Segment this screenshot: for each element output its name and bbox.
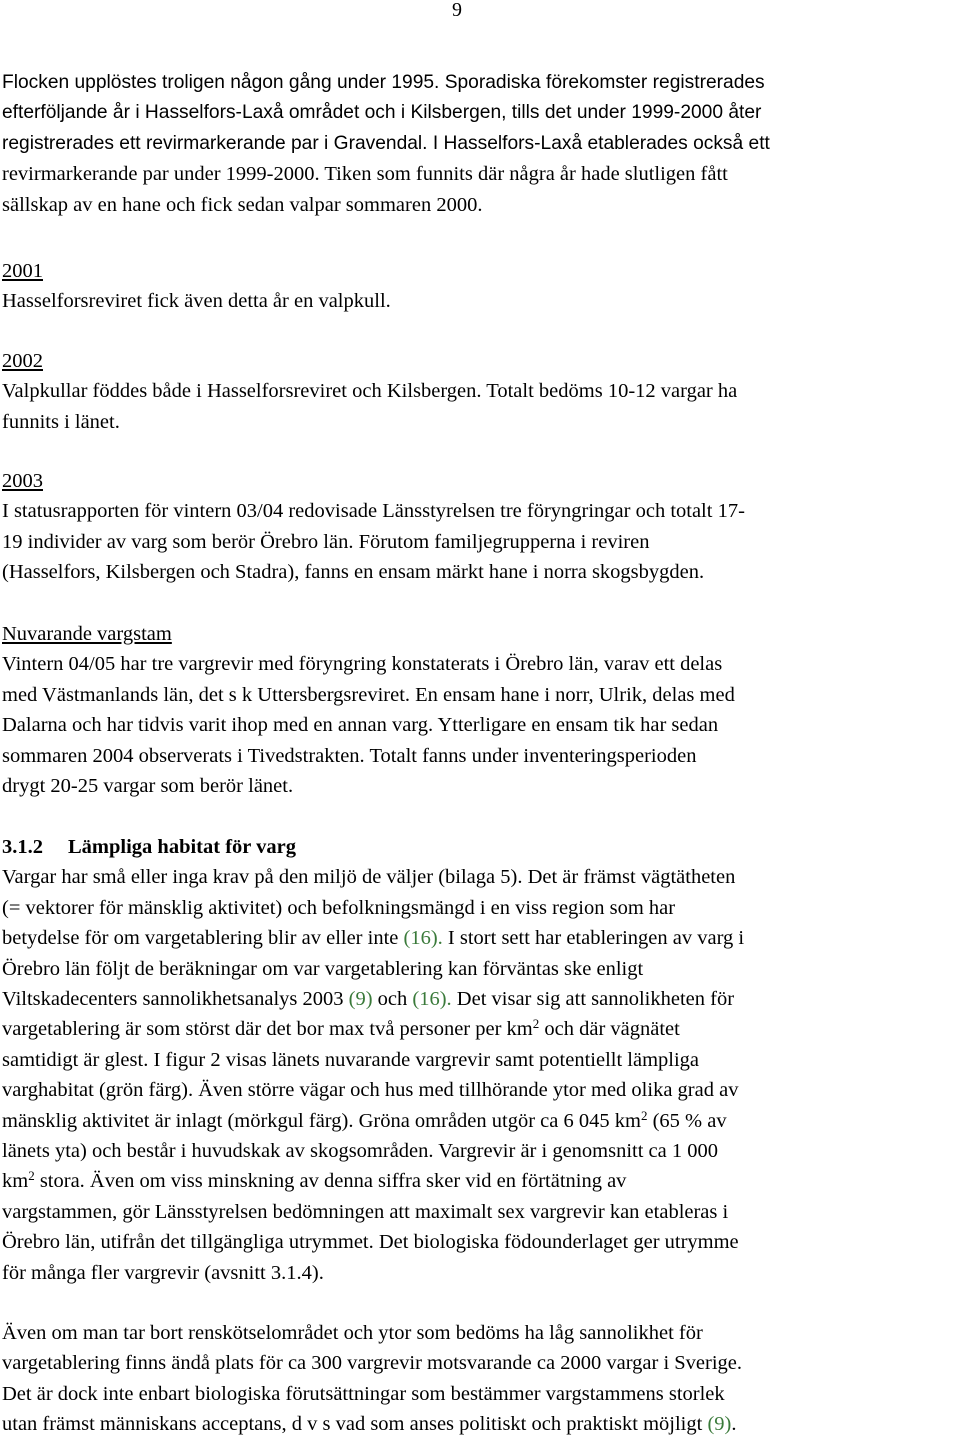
text-line: (Hasselfors, Kilsbergen och Stadra), fanns en ensam märkt hane i norra skogsbygden.	[2, 561, 705, 584]
section-heading: 2002	[2, 350, 43, 372]
text-line: 19 individer av varg som berör Örebro län. Förutom familjegrupperna i reviren	[2, 530, 650, 553]
subsection-number: 3.1.2	[2, 836, 43, 858]
text-line	[2, 1014, 958, 1044]
text-run: km	[2, 1170, 29, 1193]
text-line: Vargar har små eller inga krav på den miljö de väljer (bilaga 5). Det är främst vägtätheten	[2, 866, 736, 889]
section-heading: 2003	[2, 470, 43, 492]
text-line	[2, 984, 958, 1014]
text-line: Flocken upplöstes troligen någon gång under 1995. Sporadiska förekomster registrerades	[2, 72, 765, 93]
text-line: sällskap av en hane och fick sedan valpar sommaren 2000.	[2, 193, 483, 216]
text-run: Det visar sig att sannolikheten för	[451, 988, 735, 1011]
text-run: utan främst människans acceptans, d v s vad som anses politiskt och praktiskt möjligt	[2, 1413, 708, 1436]
text-line: länets yta) och består i huvudskak av skogsområden. Vargrevir är i genomsnitt ca 1 000	[2, 1140, 718, 1163]
section-2002	[2, 346, 958, 437]
citation-link[interactable]: (16).	[412, 988, 452, 1011]
section-2001	[2, 256, 958, 317]
text-run: stora. Även om viss minskning av denna siffra sker vid en förtätning av	[34, 1170, 627, 1193]
text-line: (= vektorer för mänsklig aktivitet) och befolkningsmängd i en viss region som har	[2, 896, 676, 919]
subsection-heading	[2, 832, 958, 862]
text-run: (65 % av	[647, 1109, 727, 1132]
text-run: mänsklig aktivitet är inlagt (mörkgul färg). Gröna områden utgör ca 6 045 km	[2, 1109, 641, 1132]
text-line: Hasselforsreviret fick även detta år en valpkull.	[2, 290, 391, 313]
text-line: Örebro län, utifrån det tillgängliga utrymmet. Det biologiska födounderlaget ger utrymme	[2, 1231, 739, 1254]
text-line: registrerades ett revirmarkerande par i Gravendal. I Hasselfors-Laxå etablerades också ett	[2, 132, 770, 154]
text-line: efterföljande år i Hasselfors-Laxå området och i Kilsbergen, tills det under 1999-2000 åter	[2, 102, 762, 124]
citation-link[interactable]: (9)	[348, 988, 373, 1011]
text-line	[2, 1166, 958, 1196]
section-nuvarande-vargstam	[2, 619, 958, 801]
text-line: drygt 20-25 vargar som berör länet.	[2, 775, 294, 798]
text-line: Det är dock inte enbart biologiska förutsättningar som bestämmer vargstammens storlek	[2, 1382, 725, 1405]
intro-paragraph	[2, 68, 958, 220]
superscript: 2	[532, 1016, 540, 1032]
text-line: Vintern 04/05 har tre vargrevir med föryngring konstaterats i Örebro län, varav ett delas	[2, 653, 723, 676]
text-line: Valpkullar föddes både i Hasselforsreviret och Kilsbergen. Totalt bedöms 10-12 vargar ha	[2, 380, 738, 403]
superscript: 2	[640, 1107, 648, 1123]
text-line: sommaren 2004 observerats i Tivedstrakten. Totalt fanns under inventeringsperioden	[2, 744, 697, 767]
closing-paragraph	[2, 1318, 958, 1440]
text-run: betydelse för om vargetablering blir av eller inte	[2, 927, 404, 950]
text-line: I statusrapporten för vintern 03/04 redovisade Länsstyrelsen tre föryngringar och totalt 17-	[2, 500, 745, 523]
text-line	[2, 1409, 958, 1439]
text-line: Örebro län följt de beräkningar om var vargetablering kan förväntas ske enligt	[2, 957, 644, 980]
section-312	[2, 832, 958, 1288]
text-line: Dalarna och har tidvis varit ihop med en annan varg. Ytterligare en ensam tik har sedan	[2, 714, 719, 737]
text-run: I stort sett har etableringen av varg i	[442, 927, 745, 950]
text-line: revirmarkerande par under 1999-2000. Tiken som funnits där några år hade slutligen fått	[2, 163, 728, 186]
text-run: och	[372, 988, 413, 1011]
text-line: med Västmanlands län, det s k Uttersbergsreviret. En ensam hane i norr, Ulrik, delas med	[2, 683, 735, 706]
text-line: funnits i länet.	[2, 410, 120, 433]
text-line: för många fler vargrevir (avsnitt 3.1.4).	[2, 1261, 324, 1284]
text-run: och där vägnätet	[539, 1018, 680, 1041]
citation-link[interactable]: (9)	[707, 1413, 732, 1436]
text-line: samtidigt är glest. I figur 2 visas länets nuvarande vargrevir samt potentiellt lämpliga	[2, 1048, 700, 1071]
section-heading: 2001	[2, 260, 43, 282]
text-run: vargetablering är som störst där det bor max två personer per km	[2, 1018, 533, 1041]
superscript: 2	[28, 1168, 35, 1184]
section-heading: Nuvarande vargstam	[2, 623, 172, 645]
text-line: vargetablering finns ändå plats för ca 300 vargrevir motsvarande ca 2000 vargar i Sverige.	[2, 1352, 743, 1375]
text-run: Viltskadecenters sannolikhetsanalys 2003	[2, 988, 349, 1011]
subsection-title: Lämpliga habitat för varg	[68, 836, 296, 858]
text-line: varghabitat (grön färg). Även större vägar och hus med tillhörande ytor med olika grad av	[2, 1079, 739, 1102]
text-line: Även om man tar bort renskötselområdet och ytor som bedöms ha låg sannolikhet för	[2, 1322, 703, 1344]
text-line	[2, 1106, 958, 1136]
text-line	[2, 923, 958, 953]
section-2003	[2, 466, 958, 588]
text-line: vargstammen, gör Länsstyrelsen bedömningen att maximalt sex vargrevir kan etableras i	[2, 1200, 729, 1223]
citation-link[interactable]: (16).	[403, 927, 443, 950]
page-number: 9	[452, 0, 462, 21]
text-run: .	[731, 1413, 737, 1436]
